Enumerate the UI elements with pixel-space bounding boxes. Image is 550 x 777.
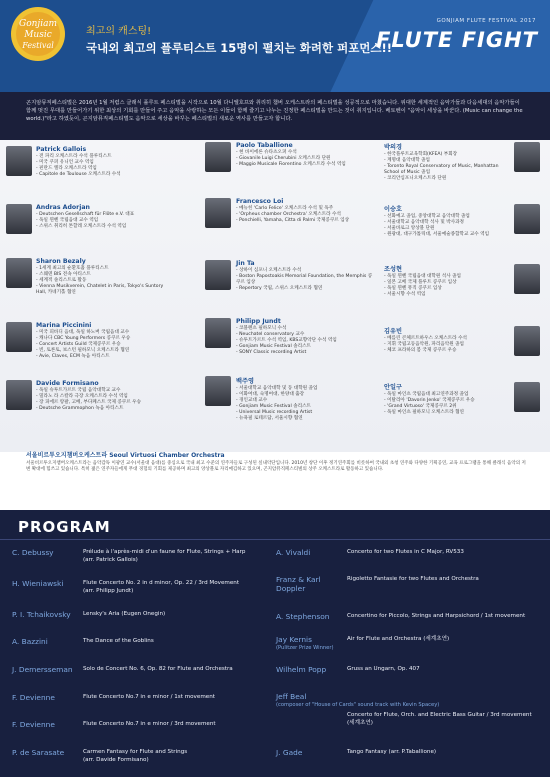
work-title: Flute Concerto No.7 in e minor / 1st movement (83, 694, 215, 700)
performer-desc: - 미국 피바디 음대, 독일 하노버 국립음대 교수 - 캐나다 CBC Young Performers 콩쿠르 우승 - Concert Artists Guild 국제콩쿠르 우승 - 빈, 토론토, 보스턴 필하모닉 오케스트라 협연 - Avie, Claves, ECM 녹음 아티스트 (36, 330, 131, 359)
performer-desc: - 베를린 콘체르트하우스 오케스트라 수석 - 지휘 국립고등음악원, 파리음악원 졸업 - 체코 프라하의 봄 국제 콩쿠르 우승 (384, 336, 467, 353)
work-title: Solo de Concert No. 6, Op. 82 for Flute and Orchestra (83, 666, 233, 672)
performer-name: 김유빈 (384, 328, 402, 335)
performer-photo (205, 198, 231, 228)
composer-name: P. de Sarasate (12, 748, 65, 757)
program-title: PROGRAM (18, 518, 111, 536)
performer-desc: - 전 파리 오케스트라 수석 플루티스트 - 미국 쿠퍼 유니언 교수 역임 - 핀란드 엘라 오케스트라 역임 - Capitole de Toulouse 오케스트라 수석 (36, 154, 121, 177)
header-banner (0, 0, 550, 92)
performer-photo (6, 322, 32, 352)
performer-card (236, 318, 374, 356)
work-title: Flute Concerto No.7 in e minor / 3rd movement (83, 721, 216, 727)
performer-desc: - 상하이 심포니 오케스트라 수석 - Boston Papostoakis Memorial Foundation, the Memphis 콩쿠르 입상 - Repertory 국립, 스위스 오케스트라 협연 (236, 268, 373, 291)
performer-photo (514, 204, 540, 234)
performer-desc: - 코블렌츠 필하모닉 수석 - Neuchatel conservatory 교수 - 슈투트가르트 수석 역임, KBS교향악단 수석 역임 - Gonjiam Music Festival 솔리스트 - SONY Classic recording Artist (236, 326, 337, 355)
divider (0, 539, 550, 540)
performer-name: Andras Adorjan (36, 204, 90, 211)
orchestra-text: 서울비르투오지챔버오케스트라는 음악감독 이광연 교수(서울대 음대)를 중심으로 국내 최고 수준의 연주자들로 구성된 실내악단입니다. 2010년 창단 이후 정기연주회를 비롯하여 국내외 초청 연주와 다양한 기획공연, 교육 프로그램을 통해 클래식 음악의 저변 확대에 힘쓰고 있습니다. 특히 젊은 연주자들에게 무대 경험의 기회를 제공하며 최고의 앙상블로 자리매김하고 있으며, 곤지암뮤직페스티벌의 상주 오케스트라로 활동하고 있습니다. (26, 461, 526, 472)
work-title: Concerto for two Flutes in C Major, RV533 (347, 549, 464, 555)
performer-desc: - 메뉴힌 'Carlo Felice' 오케스트라 수석 및 독주 - 'Orpheus chamber Orchestra' 오케스트라 수석 - Ponchielli, Yamaha, Citta di Palmi 국제콩쿠르 입상 (236, 206, 350, 223)
performer-photo (205, 142, 231, 172)
performer-name: 조성현 (384, 266, 402, 273)
svg-text:Festival: Festival (22, 41, 54, 50)
work-title: Tango Fantasy (arr. P.Taballione) (347, 749, 437, 755)
performer-card (36, 258, 168, 296)
orchestra-section (26, 450, 526, 473)
performer-name: Jin Ta (236, 260, 255, 267)
composer-note: (composer of "House of Cards" sound track with Kevin Spacey) (276, 702, 440, 708)
performer-name: Marina Piccinini (36, 322, 92, 329)
performer-photo (6, 258, 32, 288)
composer-name: A. Bazzini (12, 637, 48, 646)
performer-desc: - 한국플루트교육학회(KFEA) 부회장 - 계명대 음악대학 졸업 - Toronto Royal Conservatory of Music, Manhattan School of Music 졸업 - 코리안심포니오케스트라 단원 (384, 152, 499, 181)
performer-card (236, 376, 374, 422)
performer-card (384, 142, 508, 182)
composer-name: J. Gade (276, 748, 303, 757)
work-title: Concerto for Flute, Orch. and Electric Bass Guitar / 3rd movement (세계초연) (347, 712, 532, 726)
composer-name: Wilhelm Popp (276, 665, 327, 674)
performer-desc: - 독일 뮌헨 국립음대 대학원 석사 졸업 - 일본 고베 국제 플루트 콩쿠르 입상 - 독일 뮌헨 뮤직 콩쿠르 입상 - 서울시향 수석 역임 (384, 274, 461, 297)
composer-name: F. Devienne (12, 693, 55, 702)
performer-photo (514, 142, 540, 172)
work-title: Concertino for Piccolo, Strings and Harpsichord / 1st movement (347, 613, 526, 619)
festival-logo (6, 4, 70, 64)
performer-desc: - 서울대학교 음악대학 및 동 대학원 졸업 - 이화여대, 숙명여대, 한양대 출강 - 경인교대 교수 - Gonjiam Music Festival 솔리스트 - Universal Music recording Artist - 뉴욕필 로테르담, 서울시향 협연 (236, 386, 318, 421)
performer-card (36, 204, 168, 230)
performer-desc: - 선화예고 졸업, 중앙대학교 음악대학 졸업 - 서울대학교 음악대학 석사 및 박사과정 - 서울바로크 앙상블 단원 - 원광대, 대구가톨릭대, 서울예술종합학교 교수 역임 (384, 214, 490, 237)
performer-name: Philipp Jundt (236, 318, 281, 325)
performer-name: 백주영 (236, 378, 254, 385)
performers-section (0, 140, 550, 452)
performer-photo (514, 382, 540, 412)
performer-card (36, 146, 168, 178)
work-title: Gruss an Ungarn, Op. 407 (347, 666, 420, 672)
work-title: Rigoletto Fantasie for two Flutes and Orchestra (347, 576, 479, 582)
performer-desc: - 현 바이에른 슈타츠오퍼 수석 - Giovanile Luigi Cherubini 오케스트라 단원 - Maggio Musicale Fiorentino 오케스트라 수석 역임 (236, 150, 346, 167)
work-title: The Dance of the Goblins (83, 638, 154, 644)
performer-card (236, 198, 374, 224)
composer-name: C. Debussy (12, 548, 54, 557)
performer-name: Sharon Bezaly (36, 258, 86, 265)
performer-photo (6, 204, 32, 234)
headline: 국내외 최고의 플루티스트 15명이 펼치는 화려한 퍼포먼스!! (86, 41, 393, 55)
performer-photo (205, 260, 231, 290)
performer-card (236, 260, 374, 292)
festival-subtitle: GONJIAM FLUTE FESTIVAL 2017 (436, 18, 536, 24)
performer-card (384, 264, 508, 298)
composer-name: A. Stephenson (276, 612, 330, 621)
orchestra-title: 서울비르투오지챔버오케스트라 Seoul Virtuosi Chamber Orchestra (26, 452, 225, 459)
composer-name: F. Devienne (12, 720, 55, 729)
performer-desc: - 독일 마인츠 국립음대 최고연주과정 졸업 - 이탈리아 'Davorin Jenko' 국제콩쿠르 우승 - 'Grand Virtuoso' 국제콩쿠르 2위 - 독일 마인츠 필하모닉 오케스트라 협연 (384, 392, 475, 415)
performer-card (236, 142, 374, 168)
composer-note: (Pulitzer Prize Winner) (276, 645, 334, 651)
svg-text:Gonjiam: Gonjiam (19, 19, 57, 29)
work-title: Air for Flute and Orchestra (세계초연) (347, 636, 450, 642)
performer-card (384, 382, 508, 416)
composer-name: Jay Kernis (276, 635, 312, 644)
composer-name: P. I. Tchaikovsky (12, 610, 71, 619)
work-title: Prélude à l'après-midi d'un faune for Flute, Strings + Harp (arr. Patrick Gallois) (83, 549, 246, 563)
work-title: Flute Concerto No. 2 in d minor, Op. 22 / 3rd Movement (arr. Philipp Jundt) (83, 580, 240, 594)
performer-name: Paolo Taballione (236, 142, 293, 149)
intro-band (0, 92, 550, 140)
performer-photo (6, 146, 32, 176)
performer-card (36, 380, 168, 412)
performer-card (384, 326, 508, 354)
intro-text: 곤지암뮤직페스티벌은 2016년 1월 저렴스 클래식 플루트 페스티벌을 시작으로 10월 다니엘호프와 취리히 챔버 오케스트라의 페스티벌을 성공적으로 마쳤습니다. 위대한 세계적인 음악가들과 다음세대의 음악가들이 함께 멋진 무대를 만들어가기 위한 최상의 기회를 만들어 주고 음악을 사랑하는 모든 이들이 함께 즐기고 나누는 진정한 페스티벌을 만드는 것이 취지입니다. 베토벤이 "음악이 세상을 바꾼다. (Music can change the world.)"라고 하였듯이, 곤지암뮤직페스티벌도 음악으로 세상을 바꾸는 페스티벌의 새로운 역사를 만들고자 합니다. (26, 100, 523, 123)
performer-card (384, 204, 508, 238)
composer-name: A. Vivaldi (276, 548, 311, 557)
performer-photo (205, 376, 231, 406)
composer-name: Franz & Karl Doppler (276, 575, 321, 593)
performer-desc: - 1세계 최고의 순환호흡 플루티스트 - 스웨덴 BIS 전속 아티스트 - 세계적 솔리스트로 활동 - Vienna Musikverein, Chatelet in Paris, Tokyo's Suntory Hall, 카네기홀 협연 (36, 266, 164, 295)
work-title: Carmen Fantasy for Flute and Strings (arr. Davide Formisano) (83, 749, 188, 763)
performer-name: 박의경 (384, 144, 402, 151)
performer-photo (6, 380, 32, 410)
composer-name: H. Wieniawski (12, 579, 64, 588)
performer-name: Davide Formisano (36, 380, 99, 387)
performer-card (36, 322, 168, 360)
composer-name: Jeff Beal (276, 692, 307, 701)
performer-photo (205, 318, 231, 348)
performer-name: 안일구 (384, 384, 402, 391)
work-title: Lensky's Aria (Eugen Onegin) (83, 611, 166, 617)
performer-desc: - 독일 슈투트가르트 국립 음악대학교 교수 - 밀라노 라 스칼라 극장 오케스트라 수석 역임 - 장 피에르 랑팔, 고베, 부다페스트 국제 콩쿠르 우승 - Deutsche Grammophon 녹음 아티스트 (36, 388, 142, 411)
performer-name: Patrick Gallois (36, 146, 87, 153)
performer-name: 이승호 (384, 206, 402, 213)
performer-photo (514, 264, 540, 294)
svg-text:Music: Music (24, 30, 52, 40)
performer-desc: - Deutschen Gesellschaft für Flöte e.V. 대표 - 독일 뮌헨 국립음대 교수 역임 - 스위스 취리히 톤할레 오케스트라 수석 역임 (36, 212, 135, 229)
festival-title: FLUTE FIGHT (376, 28, 538, 52)
performer-name: Francesco Loi (236, 198, 284, 205)
catch-phrase: 최고의 캐스팅! (86, 26, 152, 37)
program-section (0, 510, 550, 777)
performer-photo (514, 326, 540, 356)
composer-name: J. Demersseman (12, 665, 73, 674)
